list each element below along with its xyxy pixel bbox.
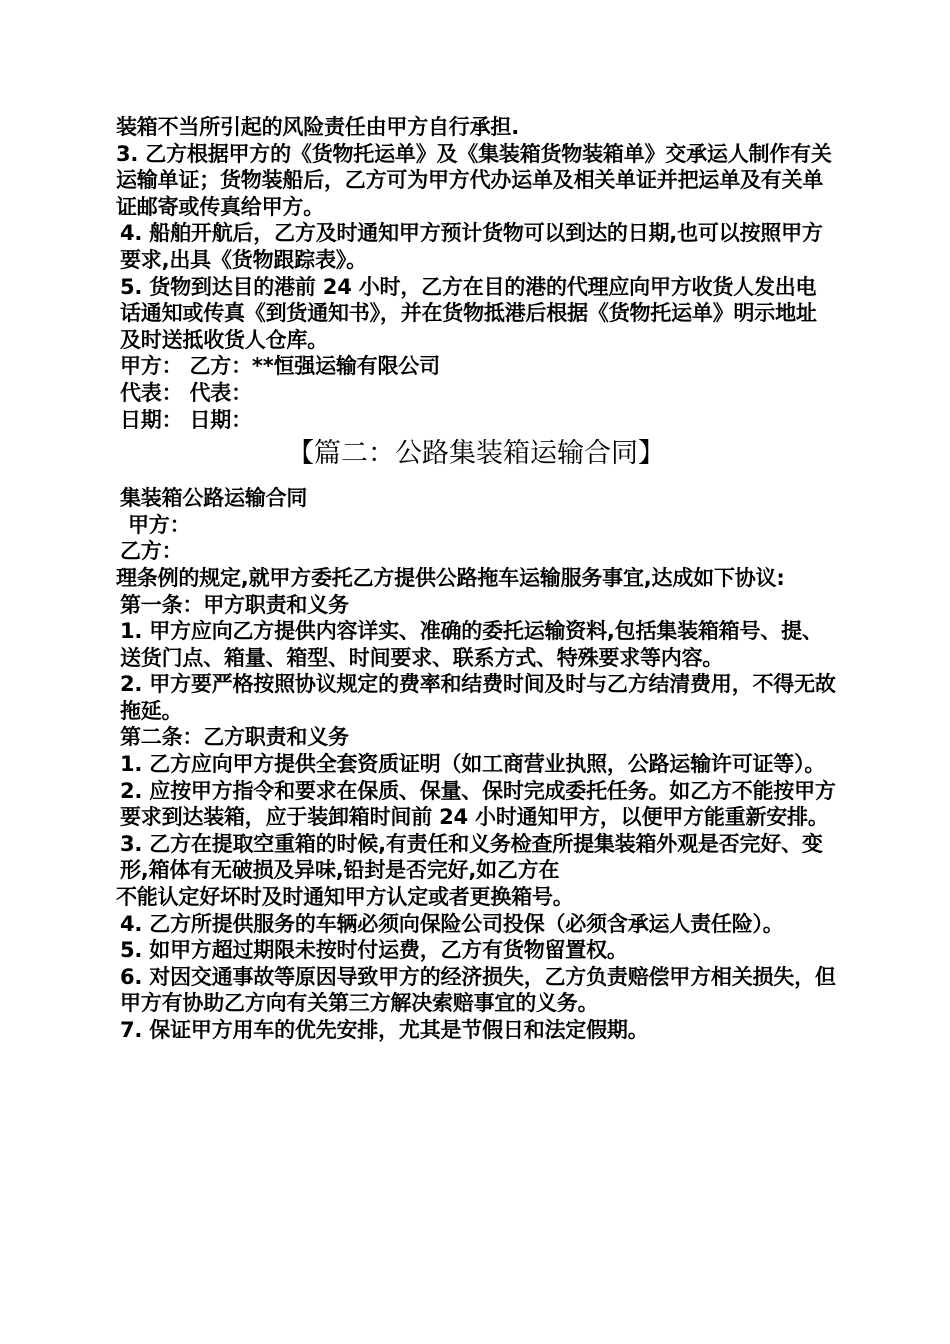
article-2-item-1: 1. 乙方应向甲方提供全套资质证明（如工商营业执照，公路运输许可证等）。 xyxy=(120,752,826,777)
article-1-item-1: 1. 甲方应向乙方提供内容详实、准确的委托运输资料,包括集装箱箱号、提、送货门点、箱量、箱型、时间要求、联系方式、特殊要求等内容。 xyxy=(120,619,823,670)
article-2-heading: 第二条：乙方职责和义务 xyxy=(120,725,349,750)
article-2-item-4: 4. 乙方所提供服务的车辆必须向保险公司投保（必须含承运人责任险）。 xyxy=(120,911,784,936)
document-body xyxy=(116,114,836,1044)
paragraph-2: 3. 乙方根据甲方的《货物托运单》及《集装箱货物装箱单》交承运人制作有关运输单证；货物装船后，乙方可为甲方代办运单及相关单证并把运单及有关单证邮寄或传真给甲方。 xyxy=(116,141,832,219)
section-title: 【篇二：公路集装箱运输合同】 xyxy=(287,438,665,470)
article-1-heading: 第一条：甲方职责和义务 xyxy=(120,592,349,617)
article-2-item-6: 6. 对因交通事故等原因导致甲方的经济损失，乙方负责赔偿甲方相关损失，但甲方有协助乙方向有关第三方解决索赔事宜的义务。 xyxy=(120,964,836,1016)
article-2-item-3: 3. 乙方在提取空重箱的时候,有责任和义务检查所提集装箱外观是否完好、变形,箱体有无破损及异味,铅封是否完好,如乙方在 xyxy=(120,831,823,883)
party-a-line: 甲方： xyxy=(128,512,191,537)
contract-title: 集装箱公路运输合同 xyxy=(120,486,308,511)
article-2-item-5: 5. 如甲方超过期限未按时付运费，乙方有货物留置权。 xyxy=(120,938,628,963)
preamble: 理条例的规定,就甲方委托乙方提供公路拖车运输服务事宜,达成如下协议: xyxy=(116,565,785,590)
paragraph-3: 4. 船舶开航后，乙方及时通知甲方预计货物可以到达的日期,也可以按照甲方要求,出具《货物跟踪表》。 xyxy=(120,221,823,272)
article-2-item-7: 7. 保证甲方用车的优先安排，尤其是节假日和法定假期。 xyxy=(120,1018,649,1042)
signature-dates: 日期： 日期： xyxy=(120,407,252,432)
article-1-item-2: 2. 甲方要严格按照协议规定的费率和结费时间及时与乙方结清费用，不得无故拖延。 xyxy=(120,672,836,723)
party-b-line: 乙方： xyxy=(120,539,183,564)
signature-representatives: 代表： 代表： xyxy=(120,380,252,405)
article-2-item-2: 2. 应按甲方指令和要求在保质、保量、保时完成委托任务。如乙方不能按甲方要求到达装箱，应于装卸箱时间前 24 小时通知甲方，以便甲方能重新安排。 xyxy=(120,778,836,830)
paragraph-1: 装箱不当所引起的风险责任由甲方自行承担. xyxy=(116,115,519,139)
signature-parties: 甲方： 乙方：**恒强运输有限公司 xyxy=(120,354,440,379)
paragraph-4: 5. 货物到达目的港前 24 小时，乙方在目的港的代理应向甲方收货人发出电话通知或传真《到货通知书》，并在货物抵港后根据《货物托运单》明示地址及时送抵收货人仓库。 xyxy=(120,274,817,352)
article-2-item-3-continued: 不能认定好坏时及时通知甲方认定或者更换箱号。 xyxy=(116,885,574,910)
